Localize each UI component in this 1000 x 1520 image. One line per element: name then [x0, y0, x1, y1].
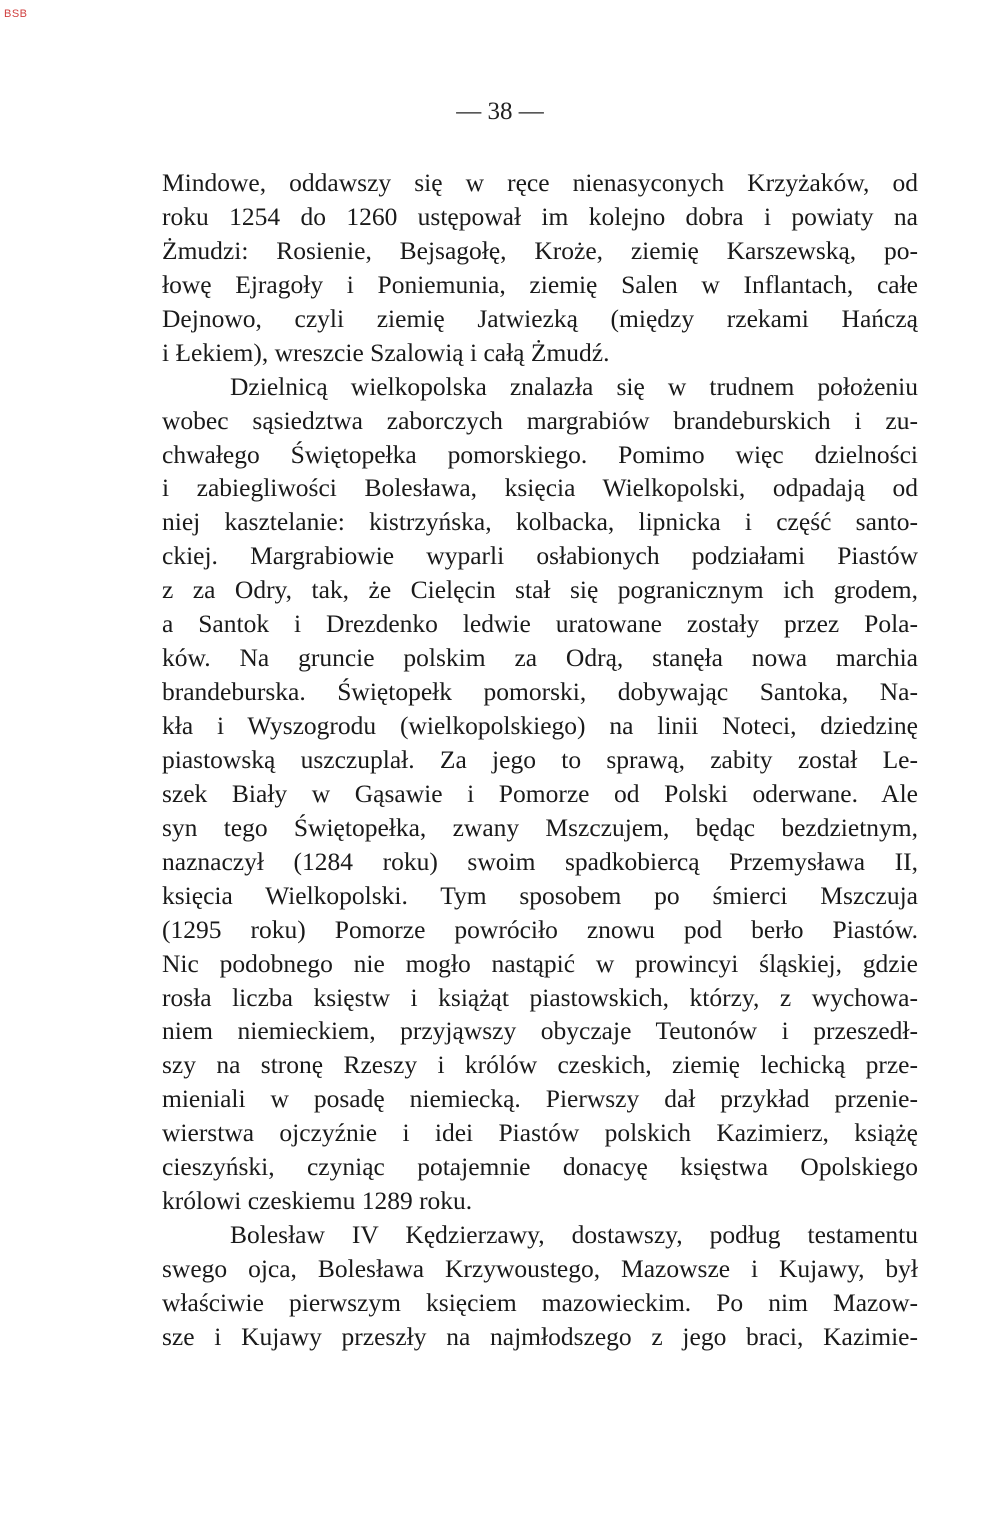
text-line: łowę Ejragoły i Poniemunia, ziemię Salen w Inflantach, całe — [162, 269, 918, 299]
text-line: ckiej. Margrabiowie wyparli osłabionych podziałami Piastów — [162, 541, 918, 571]
text-line: księcia Wielkopolski. Tym sposobem po śmierci Mszczuja — [162, 880, 918, 910]
text-line: właściwie pierwszym księciem mazowieckim. Po nim Mazow- — [162, 1287, 918, 1317]
text-line: mieniali w posadę niemiecką. Pierwszy dał przykład przenie- — [162, 1084, 918, 1114]
text-line: Nic podobnego nie mogło nastąpić w prowincyi śląskiej, gdzie — [162, 948, 918, 978]
text-line: brandeburska. Świętopełk pomorski, dobywając Santoka, Na- — [162, 677, 918, 707]
text-line: Dzielnicą wielkopolska znalazła się w trudnem położeniu — [230, 371, 918, 401]
text-line: szek Biały w Gąsawie i Pomorze od Polski oderwane. Ale — [162, 778, 918, 808]
text-line: i Łekiem), wreszcie Szalowią i całą Żmudź. — [162, 337, 610, 367]
text-line: wobec sąsiedztwa zaborczych margrabiów brandeburskich i zu- — [162, 405, 918, 435]
text-line: swego ojca, Bolesława Krzywoustego, Mazowsze i Kujawy, był — [162, 1254, 918, 1283]
text-line: sze i Kujawy przeszły na najmłodszego z jego braci, Kazimie- — [162, 1321, 918, 1351]
text-line: a Santok i Drezdenko ledwie uratowane zostały przez Pola- — [162, 609, 918, 639]
text-line: szy na stronę Rzeszy i królów czeskich, ziemię lechicką prze- — [162, 1050, 918, 1080]
text-line: syn tego Świętopełka, zwany Mszczujem, będąc bezdzietnym, — [162, 812, 918, 842]
text-line: Żmudzi: Rosienie, Bejsagołę, Kroże, ziemię Karszewską, po- — [162, 235, 918, 265]
text-line: kła i Wyszogrodu (wielkopolskiego) na linii Noteci, dziedzinę — [162, 711, 918, 740]
text-line: piastowską uszczuplał. Za jego to sprawą, zabity został Le- — [162, 744, 918, 774]
text-line: Mindowe, oddawszy się w ręce nienasyconych Krzyżaków, od — [162, 168, 918, 197]
text-line: Dejnowo, czyli ziemię Jatwiezką (między rzekami Hańczą — [162, 303, 918, 333]
text-line: królowi czeskiemu 1289 roku. — [162, 1186, 473, 1216]
text-line: niem niemieckiem, przyjąwszy obyczaje Teutonów i przeszedł- — [162, 1016, 918, 1046]
text-line: z za Odry, tak, że Cielęcin stał się pogranicznym ich grodem, — [162, 575, 918, 605]
body-text — [162, 166, 918, 1354]
text-line: (1295 roku) Pomorze powróciło znowu pod berło Piastów. — [162, 914, 918, 944]
text-line: Bolesław IV Kędzierzawy, dostawszy, podług testamentu — [230, 1220, 918, 1250]
page-number: — 38 — — [456, 98, 544, 125]
text-line: naznaczył (1284 roku) swoim spadkobiercą Przemysława II, — [162, 846, 918, 876]
text-line: i zabiegliwości Bolesława, księcia Wielkopolski, odpadają od — [162, 473, 918, 503]
text-line: niej kasztelanie: kistrzyńska, kolbacka, lipnicka i część santo- — [162, 507, 918, 537]
text-line: ków. Na gruncie polskim za Odrą, stanęła nowa marchia — [162, 643, 918, 673]
text-line: wierstwa ojczyźnie i idei Piastów polskich Kazimierz, książę — [162, 1118, 918, 1148]
library-stamp: BSB — [4, 8, 28, 20]
text-line: cieszyński, czyniąc potajemnie donacyę księstwa Opolskiego — [162, 1152, 918, 1182]
text-line: chwałego Świętopełka pomorskiego. Pomimo więc dzielności — [162, 439, 918, 469]
text-line: rosła liczba księstw i książąt piastowskich, którzy, z wychowa- — [162, 982, 918, 1012]
text-line: roku 1254 do 1260 ustępował im kolejno dobra i powiaty na — [162, 201, 918, 231]
